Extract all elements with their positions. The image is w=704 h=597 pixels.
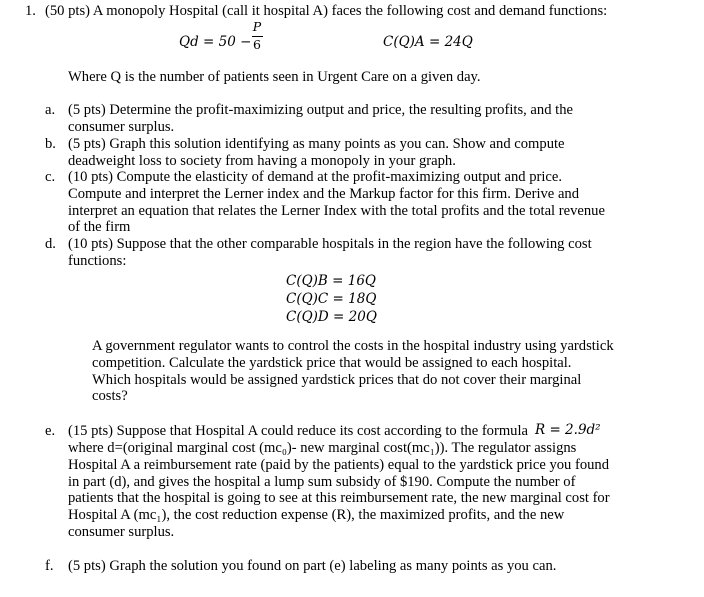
part-c-line: of the firm [68, 219, 131, 236]
part-d-para-line: competition. Calculate the yardstick price that would be assigned to each hospital. [92, 354, 572, 371]
part-d-para-line: Which hospitals would be assigned yardstick prices that do not cover their marginal [92, 371, 582, 388]
cost-function-a: C(Q)A = 24Q [383, 34, 473, 50]
question-number: 1. [25, 3, 36, 19]
part-e-line: where d=(original marginal cost (mc₀)- new marginal cost(mc₁)). The regulator assigns [68, 440, 577, 456]
part-c-line: interpret an equation that relates the Lerner Index with the total profits and the total revenue [68, 202, 605, 219]
part-a-label: a. [45, 102, 56, 118]
part-d-paragraph [92, 338, 614, 405]
part-d-text [68, 236, 592, 270]
part-f-line: (5 pts) Graph the solution you found on part (e) labeling as many points as you can. [68, 558, 557, 574]
part-b-line: deadweight loss to society from having a monopoly in your graph. [68, 152, 456, 169]
part-d-para-line: A government regulator wants to control the costs in the hospital industry using yardstick [92, 338, 614, 354]
cost-function-c: C(Q)C = 18Q [286, 291, 377, 307]
part-e-text [68, 440, 610, 541]
part-c-line: (10 pts) Compute the elasticity of demand at the profit-maximizing output and price. [68, 169, 563, 185]
part-b-line: (5 pts) Graph this solution identifying as many points as you can. Show and compute [68, 136, 565, 152]
fraction-numerator: P [252, 19, 262, 34]
part-d-label: d. [45, 236, 56, 252]
part-a-text [68, 102, 573, 136]
part-d-para-line: costs? [92, 388, 128, 405]
part-d-line: functions: [68, 252, 127, 269]
cost-reduction-formula: R = 2.9d² [535, 422, 601, 438]
part-e-line: patients that the hospital is going to see at this reimbursement rate, the new marginal cost for [68, 490, 610, 507]
part-e-line: Hospital A a reimbursement rate (paid by the patients) equal to the yardstick price you found [68, 456, 610, 473]
part-e-line: Hospital A (mc₁), the cost reduction expense (R), the maximized profits, and the new [68, 507, 565, 524]
part-c-line: Compute and interpret the Lerner index and the Markup factor for this firm. Derive and [68, 185, 580, 202]
part-e-line: in part (d), and gives the hospital a lump sum subsidy of $190. Compute the number of [68, 473, 576, 490]
demand-fraction [251, 19, 265, 55]
part-b-text [68, 136, 565, 170]
demand-function: Qd = 50 − [179, 34, 252, 50]
part-c-text [68, 169, 605, 236]
part-a-line: consumer surplus. [68, 118, 175, 135]
cost-function-d: C(Q)D = 20Q [286, 309, 377, 325]
part-f-label: f. [45, 558, 54, 574]
cost-function-b: C(Q)B = 16Q [286, 273, 376, 289]
part-a-line: (5 pts) Determine the profit-maximizing output and price, the resulting profits, and the [68, 102, 573, 118]
part-c-label: c. [45, 169, 56, 185]
where-statement: Where Q is the number of patients seen in Urgent Care on a given day. [68, 69, 481, 85]
part-e-label: e. [45, 423, 56, 439]
fraction-denominator: 6 [253, 37, 261, 52]
part-f-text [68, 558, 556, 575]
part-e-line: consumer surplus. [68, 523, 175, 540]
question-intro: (50 pts) A monopoly Hospital (call it hospital A) faces the following cost and demand functions: [45, 3, 608, 19]
part-e-first-line: (15 pts) Suppose that Hospital A could reduce its cost according to the formula [68, 423, 529, 439]
part-d-line: (10 pts) Suppose that the other comparable hospitals in the region have the following cost [68, 236, 592, 252]
part-b-label: b. [45, 136, 56, 152]
